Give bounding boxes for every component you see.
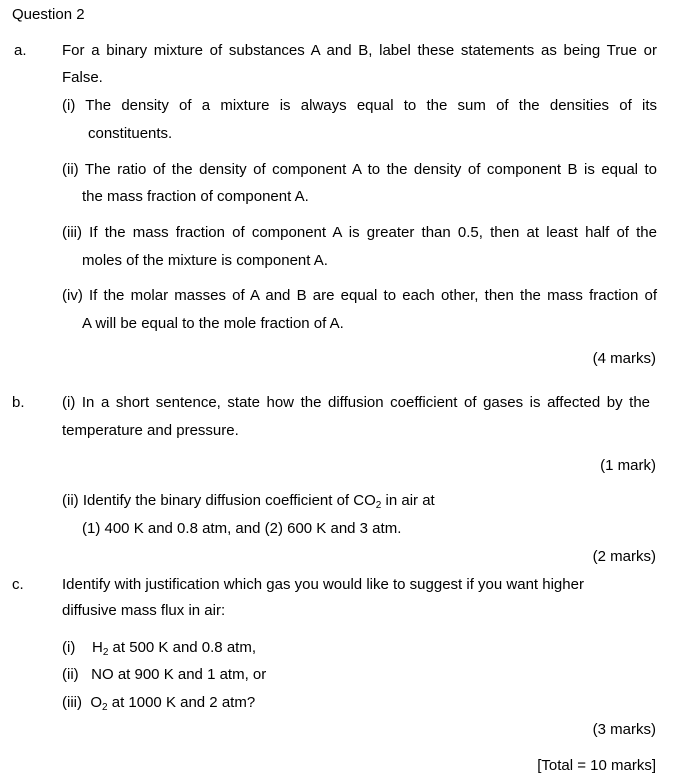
part-b-q1-line2: temperature and pressure. [62,422,239,439]
part-c-label: c. [12,576,24,593]
part-b-q2-marks: (2 marks) [592,548,656,565]
option-iii [62,694,255,711]
h2-subscript: 2 [102,647,109,658]
statement-iii-line2: moles of the mixture is component A. [82,252,328,269]
part-c-intro-line2: diffusive mass flux in air: [62,602,226,619]
statement-iii-line1: (iii) If the mass fraction of component A is greater than 0.5, then at least half of the [62,224,657,241]
option-i-prefix: (i) H [62,639,103,656]
part-c-marks: (3 marks) [592,721,656,738]
part-c-intro-line1: Identify with justification which gas you would like to suggest if you want higher [62,576,584,593]
statement-iv-line1: (iv) If the molar masses of A and B are equal to each other, then the mass fraction of [62,287,657,304]
option-i-rest: at 500 K and 0.8 atm, [108,639,256,656]
part-a-label: a. [14,42,27,59]
part-a-marks: (4 marks) [592,350,656,367]
part-b-q2-text-end: in air at [381,492,435,509]
question-title: Question 2 [12,6,85,23]
part-b-q1-line1: (i) In a short sentence, state how the diffusion coefficient of gases is affected by the [62,394,650,411]
option-i [62,639,256,656]
statement-i-line1: (i) The density of a mixture is always equal to the sum of the densities of its [62,97,657,114]
statement-i-line2: constituents. [88,125,173,142]
option-ii: (ii) NO at 900 K and 1 atm, or [62,666,267,683]
co2-subscript: 2 [375,500,382,511]
total-marks: [Total = 10 marks] [537,757,656,774]
option-iii-rest: at 1000 K and 2 atm? [107,694,256,711]
part-a-intro-line1: For a binary mixture of substances A and B, label these statements as being True or [62,42,657,59]
part-b-q1-marks: (1 mark) [600,457,656,474]
o2-subscript: 2 [102,702,108,713]
option-iii-prefix: (iii) O [62,694,102,711]
statement-ii-line1: (ii) The ratio of the density of component A to the density of component B is equal to [62,161,657,178]
statement-ii-line2: the mass fraction of component A. [82,188,309,205]
part-a-intro-line2: False. [62,69,103,86]
part-b-q2-line2: (1) 400 K and 0.8 atm, and (2) 600 K and 3 atm. [82,520,402,537]
part-b-q2-line1 [62,492,435,509]
part-b-q2-text: (ii) Identify the binary diffusion coefficient of CO [62,492,376,509]
statement-iv-line2: A will be equal to the mole fraction of A. [82,315,344,332]
part-b-label: b. [12,394,25,411]
